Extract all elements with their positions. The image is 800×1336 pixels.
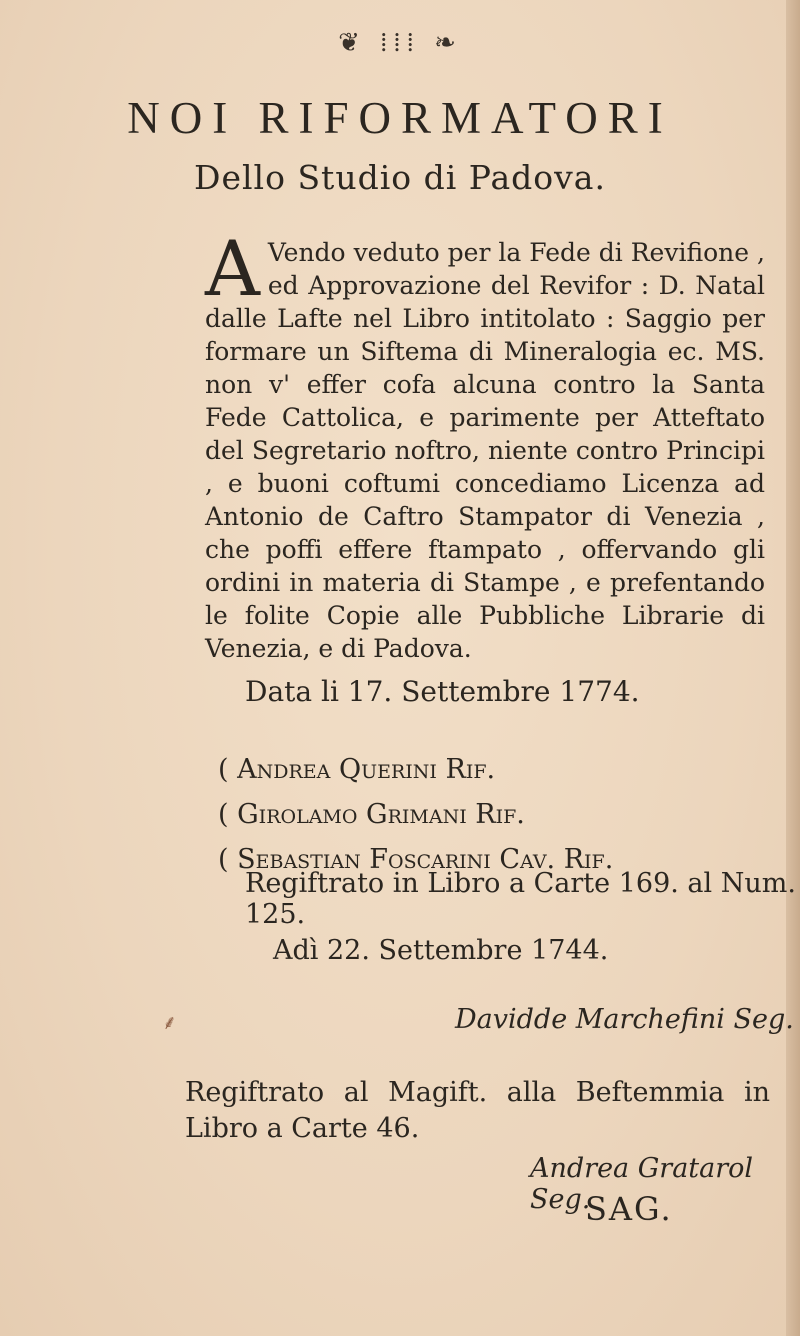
signatory-name: ( Girolamo Grimani Rif.: [218, 799, 525, 830]
license-text: Vendo veduto per la Fede di Revifione , ed Approvazione del Revifor : D. Natal dalle Lafte nel Libro intitolato : Saggio per formare un Siftema di Mineralogia ec. MS. non v' effer cofa alcuna contro la Santa Fede Cattolica, e parimente per Atteftato del Segretario noftro, niente contro Principi , e buoni coftumi concediamo Licenza ad Antonio de Caftro Stampator di Venezia , che poffi effere ftampato , offervando gli ordini in materia di Stampe , e prefentando le folite Copie alle Pubbliche Librarie di Venezia, e di Padova.: [205, 238, 765, 663]
license-date: Data li 17. Settembre 1774.: [245, 675, 640, 708]
page-title: NOI RIFORMATORI: [127, 93, 673, 143]
signatories-list: [218, 747, 613, 882]
header-ornament: ❦ ⁞⁞⁞ ❧: [338, 28, 462, 58]
drop-cap: A: [205, 224, 260, 313]
registration-date: Adì 22. Settembre 1744.: [273, 935, 609, 966]
signatory-name: ( Andrea Querini Rif.: [218, 754, 496, 785]
page-subtitle: Dello Studio di Padova.: [194, 158, 606, 197]
ink-mark-icon: ⸙: [162, 1010, 177, 1034]
license-paragraph: [205, 224, 765, 665]
secretary-signature: Davidde Marchefini Seg.: [455, 1004, 794, 1035]
sag-mark: SAG.: [585, 1190, 673, 1228]
second-registration-note: Regiftrato al Magift. alla Beftemmia in Libro a Carte 46.: [185, 1077, 770, 1144]
signatory-name: ( Sebastian Foscarini Cav. Rif.: [218, 844, 614, 875]
registration-note: Regiftrato in Libro a Carte 169. al Num. 125.: [245, 868, 796, 930]
page-gutter: [786, 0, 800, 1336]
second-secretary-signature: Andrea Gratarol Seg.: [530, 1153, 754, 1215]
